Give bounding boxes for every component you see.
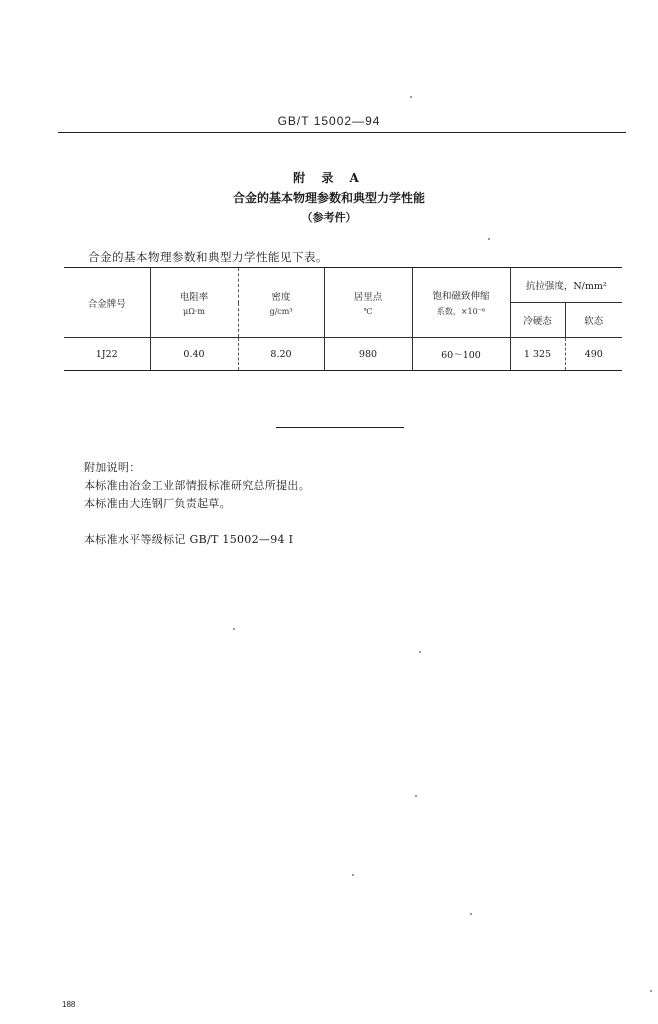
scan-speck [470, 913, 472, 915]
header-resistivity [150, 268, 238, 338]
notes-line: 本标准由大连钢厂负责起草。 [84, 497, 231, 510]
appendix-title: 合金的基本物理参数和典型力学性能 [232, 191, 425, 205]
header-magnetostriction [412, 268, 510, 338]
table-header-row [64, 268, 622, 303]
header-density [238, 268, 324, 338]
separator-rule [276, 427, 404, 428]
cell-resistivity: 0.40 [150, 338, 238, 371]
header-density-label: 密度 [271, 292, 291, 303]
header-curie-unit: ℃ [363, 307, 373, 316]
header-magnetostriction-unit: 系数，×10⁻⁶ [436, 307, 486, 316]
header-alloy: 合金牌号 [64, 268, 150, 338]
header-curie-label: 居里点 [353, 292, 383, 303]
header-resistivity-unit: μΩ·m [183, 307, 205, 316]
standard-code: GB/T 15002—94 [277, 114, 381, 128]
scan-speck [352, 874, 354, 876]
table-row [64, 338, 622, 371]
header-resistivity-label: 电阻率 [179, 292, 209, 303]
appendix-label: 附 录 A [293, 171, 365, 185]
notes-heading: 附加说明： [84, 461, 141, 474]
cell-soft: 490 [565, 338, 622, 371]
header-tensile: 抗拉强度，N/mm² [510, 268, 622, 303]
scan-speck [233, 628, 235, 630]
notes-gap [84, 513, 310, 531]
header-rule [58, 132, 626, 133]
appendix-note: （参考件） [301, 211, 357, 224]
header-curie [324, 268, 412, 338]
cell-curie: 980 [324, 338, 412, 371]
cell-alloy: 1J22 [64, 338, 150, 371]
scan-speck [410, 96, 412, 98]
level-marking: 本标准水平等级标记 GB/T 15002—94 I [84, 533, 294, 546]
cell-density: 8.20 [238, 338, 324, 371]
cell-magnetostriction: 60～100 [412, 338, 510, 371]
header-soft: 软态 [565, 303, 622, 338]
header-magnetostriction-label: 饱和磁致伸缩 [432, 291, 490, 302]
intro-text: 合金的基本物理参数和典型力学性能见下表。 [88, 250, 328, 264]
notes-line: 本标准由冶金工业部情报标准研究总所提出。 [84, 479, 310, 492]
page-number: 188 [62, 1000, 76, 1009]
additional-notes [84, 459, 310, 549]
scan-speck [415, 795, 417, 797]
header-cold-hardened: 冷硬态 [510, 303, 565, 338]
properties-table [64, 267, 622, 371]
header-density-unit: g/cm³ [269, 307, 293, 316]
cell-cold-hardened: 1 325 [510, 338, 565, 371]
scan-speck [419, 651, 421, 653]
scan-speck [650, 990, 652, 992]
appendix-title-block [0, 170, 658, 226]
scan-speck [488, 238, 490, 240]
